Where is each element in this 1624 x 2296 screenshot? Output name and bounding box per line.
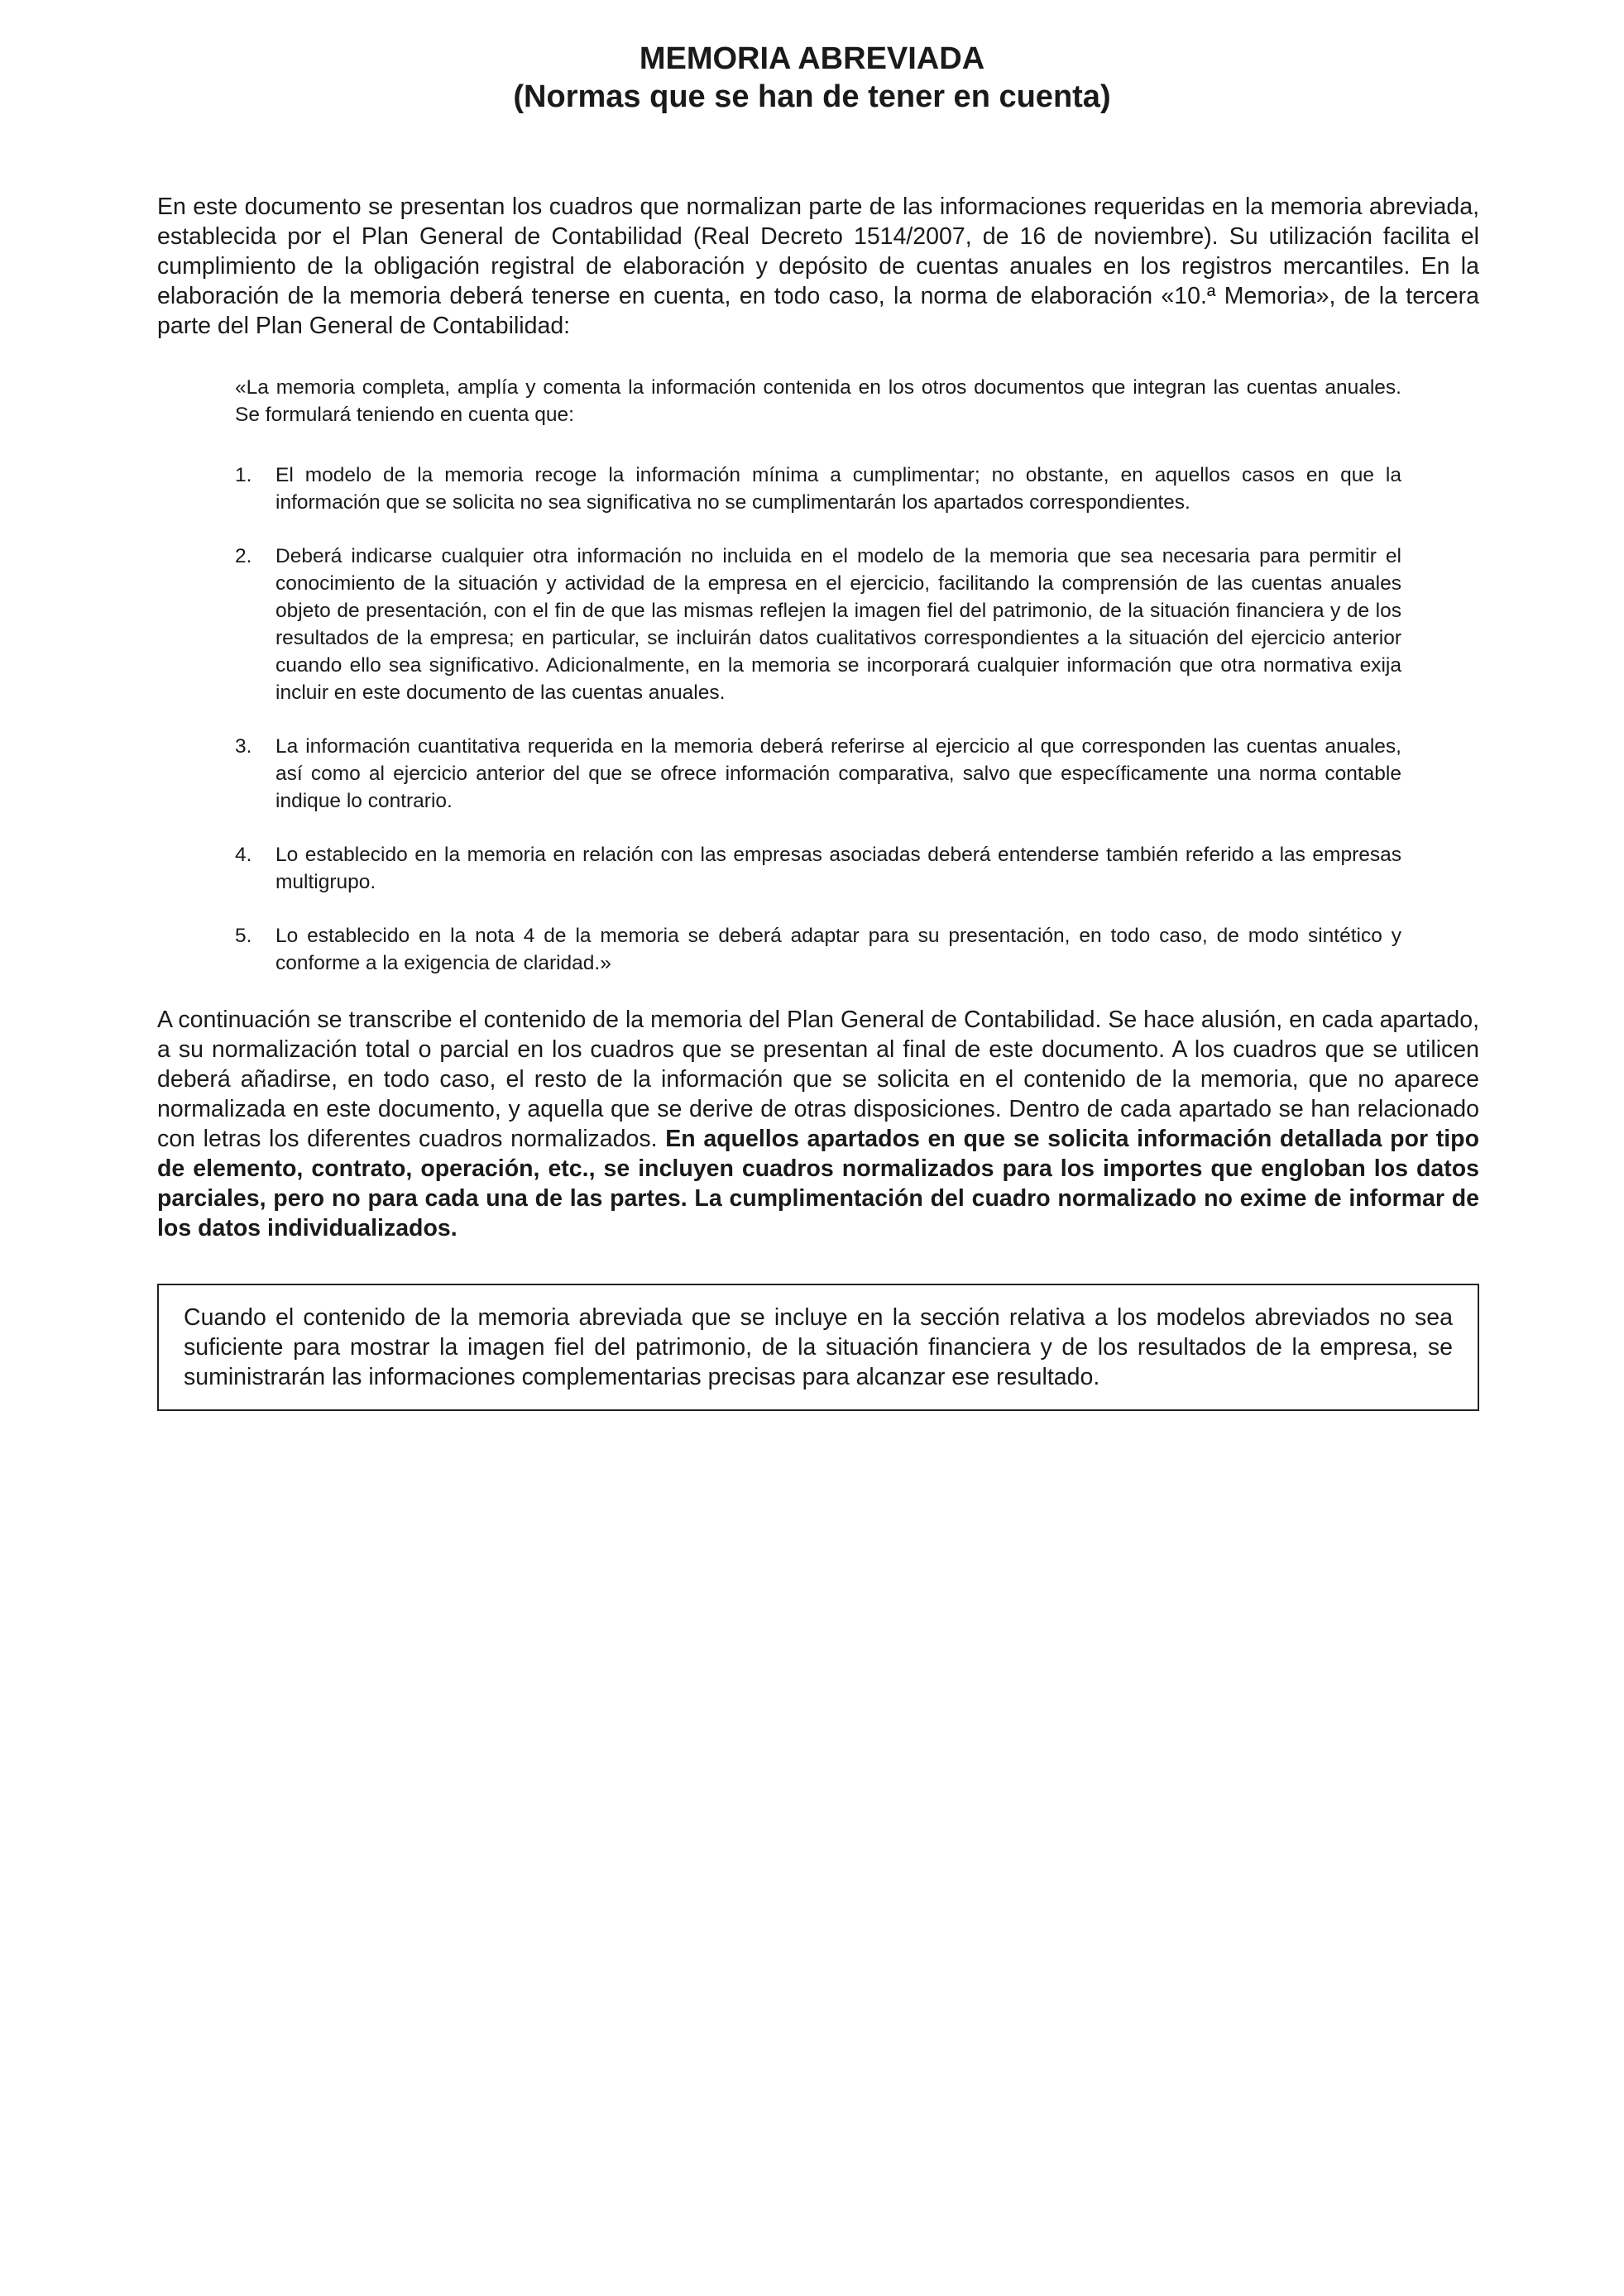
- continuation-text: A continuación se transcribe el contenido de la memoria del Plan General de Contabilidad. Se hace alusión, en cada apartado, a su normalización total o parcial en los cuadros que se presentan al final de este documento. A los cuadros que se utilicen deberá añadirse, en todo caso, el resto de la información que se solicita en el contenido de la memoria, que no aparece normalizada en este documento, y aquella que se derive de otras disposiciones. Dentro de cada apartado se han relacionado con letras los diferentes cuadros normalizados.: [157, 1007, 1479, 1152]
- rule-text: Lo establecido en la memoria en relación con las empresas asociadas deberá entenderse también referido a las empresas multigrupo.: [275, 844, 1401, 893]
- rule-number: 3.: [235, 735, 252, 758]
- rule-item: [235, 922, 1401, 977]
- rule-number: 1.: [235, 464, 252, 486]
- rule-item: [235, 733, 1401, 815]
- quote-intro: «La memoria completa, amplía y comenta la información contenida en los otros documentos que integran las cuentas anuales. Se formulará teniendo en cuenta que:: [235, 376, 1401, 426]
- document-title: MEMORIA ABREVIADA: [639, 41, 985, 76]
- rule-item: [235, 841, 1401, 896]
- title-block: [0, 40, 1624, 116]
- continuation-bold-text: En aquellos apartados en que se solicita información detallada por tipo de elemento, contrato, operación, etc., se incluyen cuadros normalizados para los importes que engloban los datos parciales, pero no para cada una de las partes. La cumplimentación del cuadro normalizado no exime de informar de los datos individualizados.: [157, 1126, 1479, 1241]
- rule-item: [235, 543, 1401, 706]
- note-box-text: Cuando el contenido de la memoria abreviada que se incluye en la sección relativa a los modelos abreviados no sea suficiente para mostrar la imagen fiel del patrimonio, de la situación financiera y de los resultados de la empresa, se suministrarán las informaciones complementarias precisas para alcanzar ese resultado.: [184, 1304, 1453, 1390]
- rule-number: 5.: [235, 925, 252, 947]
- continuation-paragraph: [157, 1005, 1479, 1243]
- intro-paragraph: En este documento se presentan los cuadros que normalizan parte de las informaciones requeridas en la memoria abreviada, establecida por el Plan General de Contabilidad (Real Decreto 1514/2007, de 16 de noviembre). Su utilización facilita el cumplimiento de la obligación registral de elaboración y depósito de cuentas anuales en los registros mercantiles. En la elaboración de la memoria deberá tenerse en cuenta, en todo caso, la norma de elaboración «10.ª Memoria», de la tercera parte del Plan General de Contabilidad:: [157, 194, 1479, 339]
- rule-text: La información cuantitativa requerida en la memoria deberá referirse al ejercicio al que corresponden las cuentas anuales, así como al ejercicio anterior del que se ofrece información comparativa, salvo que específicamente una norma contable indique lo contrario.: [275, 735, 1401, 812]
- rule-number: 2.: [235, 545, 252, 567]
- rule-item: [235, 462, 1401, 516]
- rule-text: Lo establecido en la nota 4 de la memoria se deberá adaptar para su presentación, en todo caso, de modo sintético y conforme a la exigencia de claridad.»: [275, 925, 1401, 974]
- rule-list: [235, 462, 1401, 977]
- quoted-norm: [235, 374, 1401, 1003]
- document-subtitle: (Normas que se han de tener en cuenta): [513, 79, 1111, 114]
- note-box: [157, 1284, 1479, 1411]
- rule-number: 4.: [235, 844, 252, 866]
- rule-text: Deberá indicarse cualquier otra información no incluida en el modelo de la memoria que sea necesaria para permitir el conocimiento de la situación y actividad de la empresa en el ejercicio, facilitando la comprensión de las cuentas anuales objeto de presentación, con el fin de que las mismas reflejen la imagen fiel del patrimonio, de la situación financiera y de los resultados de la empresa; en particular, se incluirán datos cualitativos correspondientes a la situación del ejercicio anterior cuando ello sea significativo. Adicionalmente, en la memoria se incorporará cualquier información que otra normativa exija incluir en este documento de las cuentas anuales.: [275, 545, 1401, 704]
- rule-text: El modelo de la memoria recoge la información mínima a cumplimentar; no obstante, en aquellos casos en que la información que se solicita no sea significativa no se cumplimentarán los apartados correspondientes.: [275, 464, 1401, 514]
